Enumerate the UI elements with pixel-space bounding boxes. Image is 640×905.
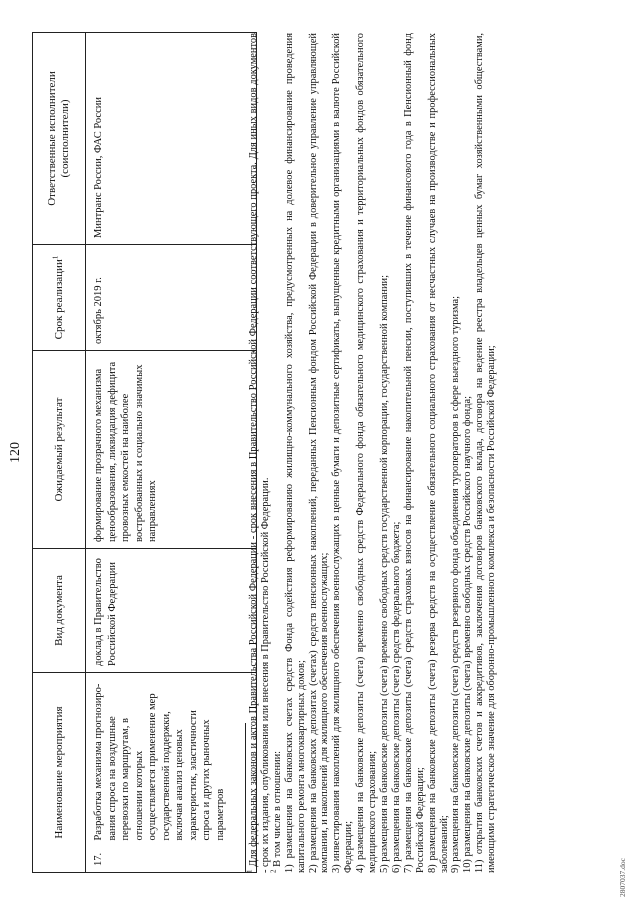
footnote-item: 5) размещения на банковские депозиты (счета) временно свободных средств государственной корпорации, государственной компании; [378, 275, 390, 873]
footnote-item: 4) размещения на банковские депозиты (счета) временно свободных средств Федерального фонда обязательного медицинского страхования и территориальных фондов обязательного медицинского страхования; [355, 33, 379, 873]
footnote-item: 1) размещения на банковских счетах средств Фонда содействия реформированию жилищно-коммунального хозяйства, предусмотренных на долевое финансирование проведения капитального ремонта многоквартирных домов; [283, 33, 307, 873]
row-expected-result: формирование прозрачного механизма ценообразования, ликвидация дефицита провозных емкостей на наиболее востребованных и социально значимых направлениях [86, 351, 257, 549]
footnote-item: 7) размещения на банковские депозиты (счета) средств страховых взносов на финансирование накопительной пенсии, поступивших в течение финансового года в Пенсионный фонд Российской Федерации; [402, 33, 426, 873]
row-number: 17. [86, 847, 257, 873]
row-document-type: доклад в Правительство Российской Федерации [86, 549, 257, 673]
footnote-item: 2) размещения на банковских депозитах (счетах) средств пенсионных накоплений, переданных Пенсионным фондом Российской Федерации в доверительное управление управляющей компании, и накоплений для жилищного обеспечения военнослужащих; [307, 33, 331, 873]
table-row [86, 33, 257, 873]
footnotes [245, 33, 498, 873]
footnote-item: 6) размещения на банковские депозиты (счета) средств федерального бюджета; [390, 521, 402, 873]
header-executors: Ответственные исполнители (соисполнители) [33, 33, 86, 245]
page-number: 120 [8, 442, 23, 463]
footnote-divider [245, 723, 246, 873]
measures-table [32, 32, 257, 873]
table-header-row [33, 33, 86, 873]
header-deadline: Срок реализации$^1$ [33, 245, 86, 351]
footnote-mark: 1 [50, 255, 59, 260]
footnote-1: $^1$ Для федеральных законов и актов Правительства Российской Федерации - срок внесения в Правительство Российской Федерации соответствующего проекта. Для иных видов документов - срок их издания, опубликования или внесения в Правительство Российской Федерации. [245, 33, 271, 873]
header-measure: Наименование мероприятия [33, 673, 86, 873]
row-measure: Разработка механизма прогнозиро-вания спроса на воздушные перевозки по маршрутам, в отношении которых осуществляется применение мер государственной поддержки, включая анализ ценовых характеристик, эластичности спроса и других рыночных параметров [86, 673, 257, 847]
document-code: 2807037.doc [618, 858, 627, 897]
header-expected-result: Ожидаемый результат [33, 351, 86, 549]
header-document-type: Вид документа [33, 549, 86, 673]
footnote-item: 8) размещения на банковские депозиты (счета) резерва средств на осуществление обязательного социального страхования от несчастных случаев на производстве и профессиональных заболеваний; [426, 33, 450, 873]
footnote-item: 3) инвестирования накоплений для жилищного обеспечения военнослужащих в ценные бумаги и депозитные сертификаты, выпущенные кредитными организациями в валюте Российской Федерации; [331, 33, 355, 873]
row-deadline: октябрь 2019 г. [86, 245, 257, 351]
footnote-item: 10) размещения на банковские депозиты (счета) временно свободных средств Российского научного фонда; [462, 395, 474, 873]
footnote-2: $^2$ В том числе в отношении: [269, 750, 283, 873]
footnote-item: 11) открытия банковских счетов и аккредитивов, заключения договоров банковского вклада, договора на ведение реестра владельцев ценных бумаг хозяйственными обществами, имеющими стратегическое значение для оборонно-промышленного комплекса и безопасности Российской Федерации; [474, 33, 498, 873]
row-executors: Минтранс России, ФАС России [86, 33, 257, 245]
footnote-item: 9) размещения на банковские депозиты (счета) средств резервного фонда объединения туроператоров в сфере выездного туризма; [450, 296, 462, 873]
